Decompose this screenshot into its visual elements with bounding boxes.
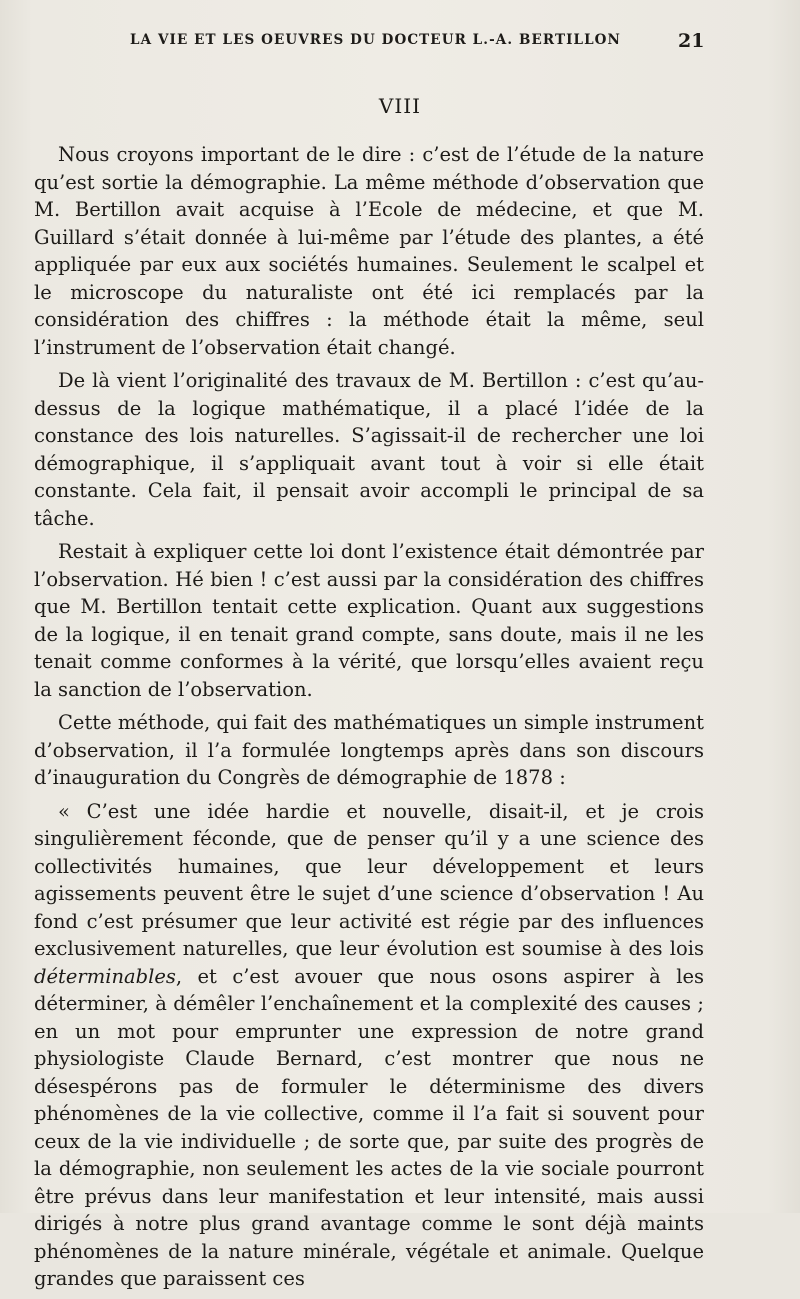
- quotation-text-continued: , et c’est avouer que nous osons aspirer à les déterminer, à démêler l’enchaînement et la complexité des causes ; en un mot pour emprunter une expression de notre grand physiologiste Claude Bernard, c’est montrer que nous ne désespérons pas de formuler le déterminisme des divers phénomènes de la vie collective, comme il l’a fait si souvent pour ceux de la vie individuelle ; de sorte que, par suite des progrès de la démographie, non seulement les actes de la vie sociale pourront être prévus dans leur manifestation et leur intensité, mais aussi dirigés à notre plus grand avantage comme le sont déjà maints phénomènes de la nature minérale, végétale et animale. Quelque grandes que paraissent ces: [34, 964, 704, 1290]
- paragraph: De là vient l’originalité des travaux de M. Bertillon : c’est qu’au-dessus de la logique mathématique, il a placé l’idée de la constance des lois naturelles. S’agissait-il de rechercher une loi démographique, il s’appliquait avant tout à voir si elle était constante. Cela fait, il pensait avoir accompli le principal de sa tâche.: [34, 369, 704, 530]
- quotation-paragraph: [34, 798, 704, 1293]
- section-number: VIII: [378, 94, 422, 118]
- quotation-text: « C’est une idée hardie et nouvelle, disait-il, et je crois singulièrement féconde, que de penser qu’il y a une science des collectivités humaines, que leur développement et leurs agissements peuvent être le sujet d’une science d’observation ! Au fond c’est présumer que leur activité est régie par des influences exclusivement naturelles, que leur évolution est soumise à des lois: [34, 799, 704, 960]
- running-head: LA VIE ET LES OEUVRES DU DOCTEUR L.-A. BERTILLON: [130, 32, 621, 48]
- body-text: [34, 141, 704, 1299]
- paragraph: Nous croyons important de le dire : c’est de l’étude de la nature qu’est sortie la démographie. La même méthode d’observation que M. Bertillon avait acquise à l’Ecole de médecine, et que M. Guillard s’était donnée à lui-même par l’étude des plantes, a été appliquée par eux aux sociétés humaines. Seulement le scalpel et le microscope du naturaliste ont été ici remplacés par la considération des chiffres : la méthode était la même, seul l’instrument de l’observation était changé.: [34, 143, 704, 359]
- page-number: 21: [678, 30, 705, 52]
- paragraph: Restait à expliquer cette loi dont l’existence était démontrée par l’observation. Hé bien ! c’est aussi par la considération des chiffres que M. Bertillon tentait cette explication. Quant aux suggestions de la logique, il en tenait grand compte, sans doute, mais il ne les tenait comme conformes à la vérité, que lorsqu’elles avaient reçu la sanction de l’observation.: [34, 540, 704, 701]
- italic-term: déterminables: [34, 964, 176, 988]
- paragraph: Cette méthode, qui fait des mathématiques un simple instrument d’observation, il l’a formulée longtemps après dans son discours d’inauguration du Congrès de démographie de 1878 :: [34, 711, 704, 789]
